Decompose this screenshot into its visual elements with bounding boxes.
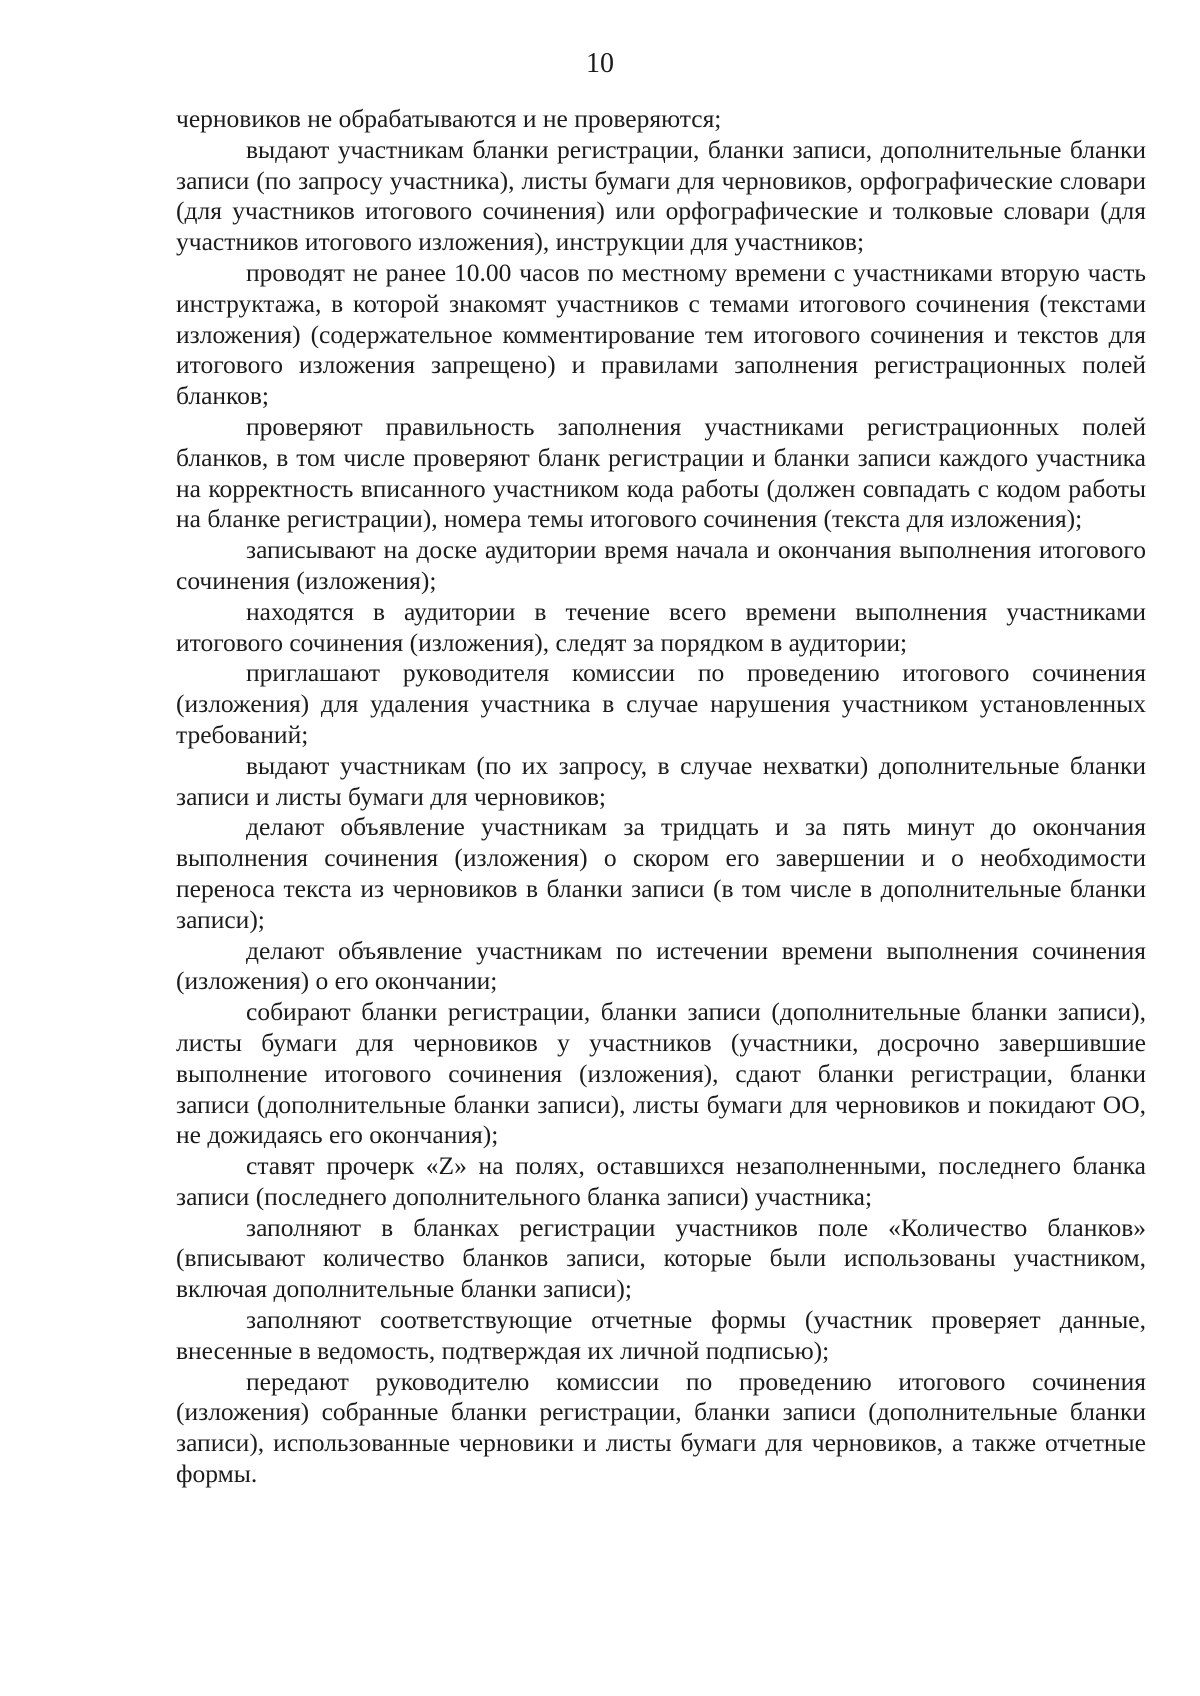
paragraph: выдают участникам бланки регистрации, бланки записи, дополнительные бланки записи (по запросу участника), листы бумаги для черновиков, орфографические словари (для участников итогового сочинения) или орфографические и толковые словари (для участников итогового изложения), инструкции для участников; [176, 134, 1146, 257]
paragraph: заполняют в бланках регистрации участников поле «Количество бланков» (вписывают количество бланков записи, которые были использованы участником, включая дополнительные бланки записи); [176, 1212, 1146, 1304]
paragraph: проверяют правильность заполнения участниками регистрационных полей бланков, в том числе проверяют бланк регистрации и бланки записи каждого участника на корректность вписанного участником кода работы (должен совпадать с кодом работы на бланке регистрации), номера темы итогового сочинения (текста для изложения); [176, 411, 1146, 534]
paragraph: делают объявление участникам за тридцать и за пять минут до окончания выполнения сочинения (изложения) о скором его завершении и о необходимости переноса текста из черновиков в бланки записи (в том числе в дополнительные бланки записи); [176, 812, 1146, 934]
paragraph: выдают участникам (по их запросу, в случае нехватки) дополнительные бланки записи и листы бумаги для черновиков; [176, 750, 1146, 811]
paragraph-continuation: черновиков не обрабатываются и не проверяются; [176, 104, 722, 133]
document-body [176, 104, 1146, 1490]
paragraph: передают руководителю комиссии по проведению итогового сочинения (изложения) собранные бланки регистрации, бланки записи (дополнительные бланки записи), использованные черновики и листы бумаги для черновиков, а также отчетные формы. [176, 1366, 1146, 1489]
paragraph: собирают бланки регистрации, бланки записи (дополнительные бланки записи), листы бумаги для черновиков у участников (участники, досрочно завершившие выполнение итогового сочинения (изложения), сдают бланки регистрации, бланки записи (дополнительные бланки записи), листы бумаги для черновиков и покидают ОО, не дожидаясь его окончания); [176, 997, 1146, 1150]
paragraph: записывают на доске аудитории время начала и окончания выполнения итогового сочинения (изложения); [176, 535, 1146, 595]
paragraph: заполняют соответствующие отчетные формы (участник проверяет данные, внесенные в ведомость, подтверждая их личной подписью); [176, 1305, 1146, 1365]
page-number: 10 [586, 48, 614, 79]
paragraph: проводят не ранее 10.00 часов по местному времени с участниками вторую часть инструктажа, в которой знакомят участников с темами итогового сочинения (текстами изложения) (содержательное комментирование тем итогового сочинения и текстов для итогового изложения запрещено) и правилами заполнения регистрационных полей бланков; [176, 257, 1146, 411]
paragraph: делают объявление участникам по истечении времени выполнения сочинения (изложения) о его окончании; [176, 935, 1146, 996]
paragraph: ставят прочерк «Z» на полях, оставшихся незаполненными, последнего бланка записи (последнего дополнительного бланка записи) участника; [176, 1151, 1146, 1211]
paragraph: приглашают руководителя комиссии по проведению итогового сочинения (изложения) для удаления участника в случае нарушения участником установленных требований; [176, 658, 1146, 749]
paragraph: находятся в аудитории в течение всего времени выполнения участниками итогового сочинения (изложения), следят за порядком в аудитории; [176, 596, 1146, 657]
